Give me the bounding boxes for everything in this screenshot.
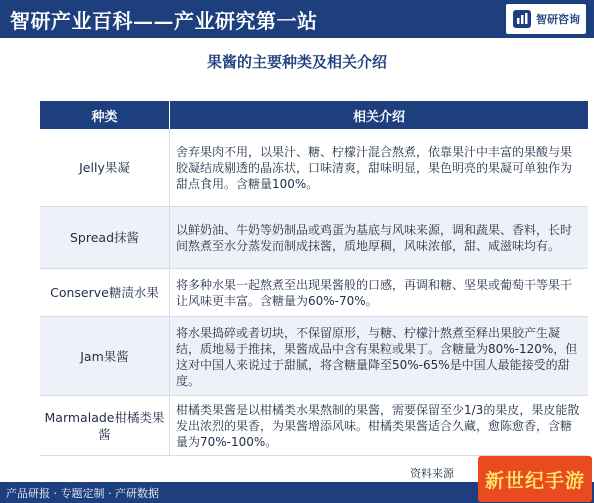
table-row bbox=[40, 207, 588, 269]
table-row bbox=[40, 396, 588, 456]
brand-logo-text: 智研咨询 bbox=[536, 13, 580, 26]
jam-types-table bbox=[40, 101, 588, 456]
brand-logo[interactable] bbox=[506, 4, 586, 34]
row-type: Jam果酱 bbox=[40, 317, 170, 395]
section-title: 果酱的主要种类及相关介绍 bbox=[206, 53, 387, 71]
row-description: 舍弃果肉不用，以果汁、糖、柠檬汁混合熬煮，依靠果汁中丰富的果酸与果胶凝结成剔透的晶冻状，口味清爽，甜味明显，果色明亮的果凝可单独作为甜点食用。含糖量100%。 bbox=[176, 145, 573, 191]
header-title: 智研产业百科——产业研究第一站 bbox=[10, 8, 318, 33]
row-type: Conserve糖渍水果 bbox=[40, 269, 170, 316]
row-description: 将多种水果一起熬煮至出现果酱般的口感，再调和糖、坚果或葡萄干等果干让风味更丰富。含糖量为60%-70%。 bbox=[176, 278, 573, 308]
row-description: 将水果捣碎或者切块，不保留原形，与糖、柠檬汁熬煮至释出果胶产生凝结，质地易于推抹，果酱成品中含有果粒或果丁。含糖量为80%-120%，但这对中国人来说过于甜腻，将含糖量降至50%-65%是中国人最能接受的甜度。 bbox=[170, 317, 588, 395]
footer-links[interactable]: 产品研报 · 专题定制 · 产研数据 bbox=[6, 486, 159, 500]
page-header bbox=[0, 0, 594, 38]
row-type: Spread抹酱 bbox=[40, 207, 170, 268]
watermark-stamp: 新世纪手游 bbox=[478, 456, 592, 502]
brand-logo-icon bbox=[512, 9, 532, 29]
row-type: Marmalade柑橘类果酱 bbox=[40, 396, 170, 455]
row-description: 柑橘类果酱是以柑橘类水果熬制的果酱，需要保留至少1/3的果皮，果皮能散发出浓烈的果香，为果酱增添风味。柑橘类果酱适合久藏，愈陈愈香，含糖量为70%-100%。 bbox=[176, 403, 580, 449]
row-description: 以鲜奶油、牛奶等奶制品或鸡蛋为基底与风味来源，调和蔬果、香料，长时间熬煮至水分蒸发而制成抹酱，质地厚稠，风味浓郁，甜、咸滋味均有。 bbox=[170, 207, 588, 268]
row-type: Jelly果凝 bbox=[40, 129, 170, 206]
table-row bbox=[40, 129, 588, 207]
table-row bbox=[40, 269, 588, 317]
column-header-type: 种类 bbox=[40, 101, 170, 129]
source-note: 资料来源 bbox=[410, 467, 454, 480]
table-row bbox=[40, 317, 588, 396]
column-header-description: 相关介绍 bbox=[352, 109, 405, 125]
table-header bbox=[40, 101, 588, 129]
